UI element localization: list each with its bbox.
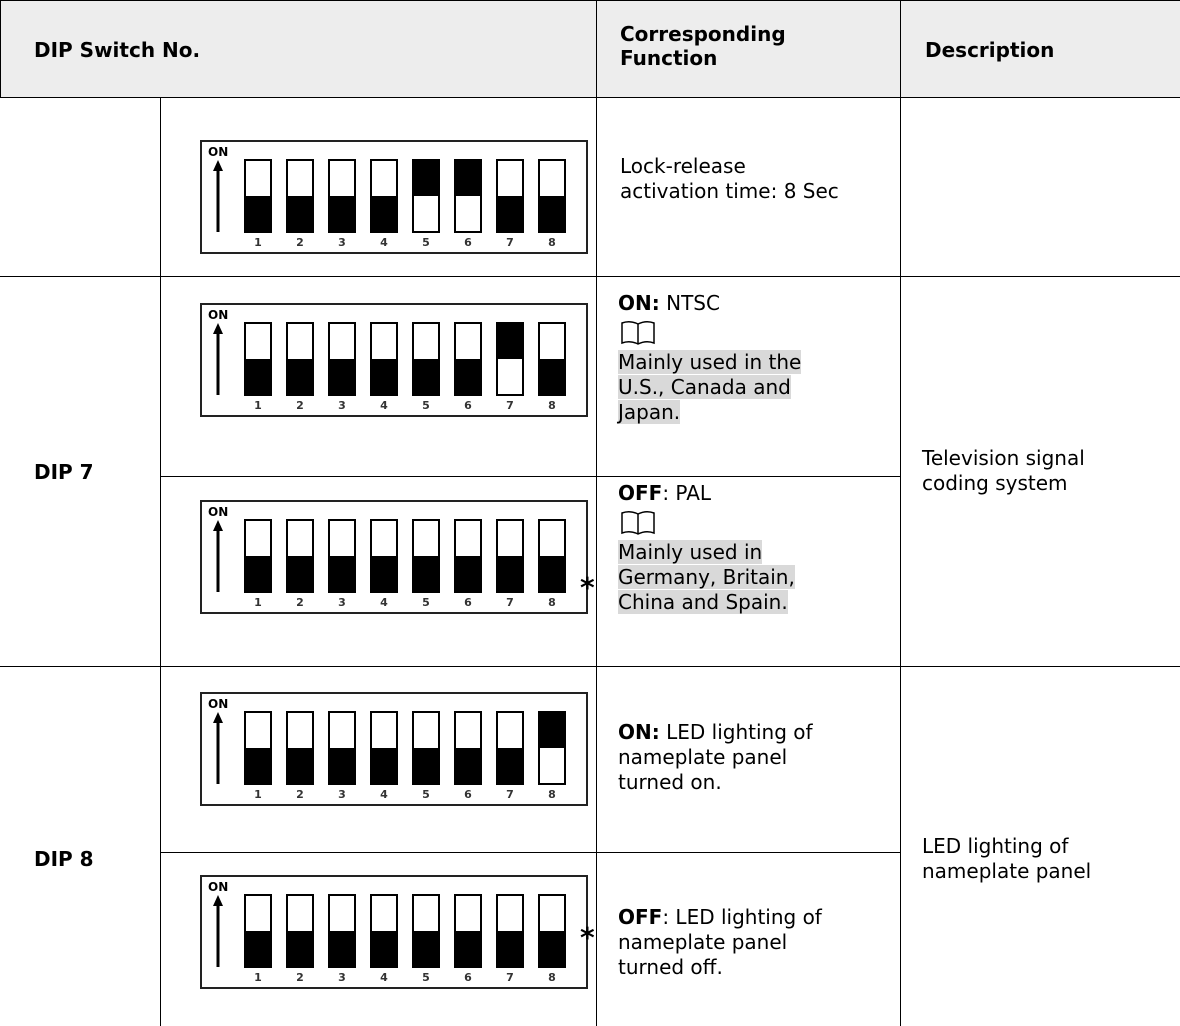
switch-number: 7 — [506, 596, 514, 609]
note-text: Mainly used in the — [618, 350, 802, 374]
on-arrow-icon — [211, 323, 225, 395]
switch-lever — [288, 748, 312, 783]
function-value: : PAL — [662, 481, 712, 505]
header-dip-switch-no: DIP Switch No. — [34, 38, 201, 62]
function-line: Lock-release — [620, 154, 746, 178]
switch-2-off — [286, 894, 314, 968]
state-label-on: ON: — [618, 291, 660, 315]
switch-number: 6 — [464, 971, 472, 984]
switch-number: 3 — [338, 596, 346, 609]
switch-3-off — [328, 711, 356, 785]
function-line: activation time: 8 Sec — [620, 179, 839, 203]
switch-7-off — [496, 519, 524, 593]
header-description: Description — [925, 38, 1055, 62]
switch-lever — [540, 556, 564, 591]
on-label: ON — [208, 505, 229, 519]
switch-lever — [330, 556, 354, 591]
switch-1-off — [244, 711, 272, 785]
switch-lever — [372, 931, 396, 966]
switch-lever — [372, 359, 396, 394]
function-line: turned off. — [618, 955, 723, 979]
default-marker: * — [580, 921, 595, 954]
switch-number: 7 — [506, 971, 514, 984]
on-label: ON — [208, 145, 229, 159]
switch-8-off — [538, 322, 566, 396]
switch-number: 6 — [464, 236, 472, 249]
switch-lever — [498, 324, 522, 359]
switch-number: 1 — [254, 236, 262, 249]
switch-7-off — [496, 894, 524, 968]
dip-switch-diagram — [200, 500, 588, 614]
switch-8-off — [538, 519, 566, 593]
function-lock-release — [620, 154, 839, 204]
switch-number: 8 — [548, 971, 556, 984]
switch-lever — [540, 931, 564, 966]
switch-5-on — [412, 159, 440, 233]
switch-6-on — [454, 159, 482, 233]
switch-number: 4 — [380, 971, 388, 984]
switch-8-off — [538, 159, 566, 233]
switch-lever — [540, 196, 564, 231]
switch-5-off — [412, 322, 440, 396]
switch-number: 7 — [506, 399, 514, 412]
switch-number: 2 — [296, 788, 304, 801]
switch-lever — [246, 359, 270, 394]
dip8-label: DIP 8 — [34, 847, 94, 871]
function-line: turned on. — [618, 770, 722, 794]
on-arrow-icon — [211, 895, 225, 967]
switch-1-off — [244, 894, 272, 968]
function-value: LED lighting of — [659, 720, 813, 744]
switch-lever — [414, 556, 438, 591]
switch-4-off — [370, 159, 398, 233]
switch-5-off — [412, 519, 440, 593]
switch-lever — [540, 713, 564, 748]
switch-lever — [456, 359, 480, 394]
switch-1-off — [244, 322, 272, 396]
switch-lever — [414, 161, 438, 196]
switch-6-off — [454, 519, 482, 593]
switch-number: 5 — [422, 399, 430, 412]
switch-number: 8 — [548, 596, 556, 609]
switch-5-off — [412, 711, 440, 785]
description-line: nameplate panel — [922, 859, 1092, 883]
switch-8-on — [538, 711, 566, 785]
switch-1-off — [244, 519, 272, 593]
switch-7-off — [496, 711, 524, 785]
switch-4-off — [370, 322, 398, 396]
switch-number: 2 — [296, 971, 304, 984]
switch-3-off — [328, 322, 356, 396]
dip7-label: DIP 7 — [34, 460, 94, 484]
switch-number: 7 — [506, 236, 514, 249]
column-divider — [160, 97, 161, 1026]
row-divider — [160, 852, 900, 853]
switch-lever — [498, 931, 522, 966]
on-label: ON — [208, 308, 229, 322]
row-divider — [0, 276, 1180, 277]
description-line: LED lighting of — [922, 834, 1069, 858]
description-dip8 — [922, 834, 1091, 884]
switch-number: 3 — [338, 971, 346, 984]
switch-2-off — [286, 711, 314, 785]
header-function-line: Function — [620, 46, 718, 70]
switch-number: 8 — [548, 399, 556, 412]
switch-number: 8 — [548, 788, 556, 801]
switch-number: 7 — [506, 788, 514, 801]
on-arrow-icon — [211, 160, 225, 232]
switch-6-off — [454, 711, 482, 785]
state-label-on: ON: — [618, 720, 660, 744]
header-corresponding-function — [620, 22, 786, 70]
column-divider — [900, 0, 901, 1026]
switch-number: 4 — [380, 399, 388, 412]
function-line: nameplate panel — [618, 930, 788, 954]
switch-4-off — [370, 711, 398, 785]
switch-1-off — [244, 159, 272, 233]
function-dip7-off — [618, 481, 795, 615]
switch-lever — [540, 359, 564, 394]
dip-switch-diagram — [200, 303, 588, 417]
switch-lever — [246, 748, 270, 783]
switch-number: 3 — [338, 236, 346, 249]
table-border — [0, 0, 1, 97]
function-dip7-on — [618, 291, 801, 425]
function-line: nameplate panel — [618, 745, 788, 769]
switch-lever — [288, 931, 312, 966]
switch-7-off — [496, 159, 524, 233]
switch-3-off — [328, 519, 356, 593]
switch-lever — [246, 931, 270, 966]
switch-lever — [456, 161, 480, 196]
note-text: U.S., Canada and — [618, 375, 791, 399]
switch-number: 6 — [464, 596, 472, 609]
switch-3-off — [328, 159, 356, 233]
switch-number: 5 — [422, 788, 430, 801]
on-label: ON — [208, 697, 229, 711]
note-book-icon — [620, 509, 656, 537]
switch-5-off — [412, 894, 440, 968]
switch-lever — [372, 748, 396, 783]
column-divider — [596, 0, 597, 1026]
state-label-off: OFF — [618, 905, 663, 929]
switch-number: 4 — [380, 788, 388, 801]
switch-number: 2 — [296, 236, 304, 249]
description-line: coding system — [922, 471, 1068, 495]
switch-lever — [414, 748, 438, 783]
switch-8-off — [538, 894, 566, 968]
description-line: Television signal — [922, 446, 1085, 470]
switch-lever — [288, 196, 312, 231]
switch-lever — [246, 196, 270, 231]
switch-2-off — [286, 519, 314, 593]
switch-lever — [330, 196, 354, 231]
note-text: Mainly used in — [618, 540, 763, 564]
switch-4-off — [370, 894, 398, 968]
switch-lever — [456, 931, 480, 966]
switch-number: 1 — [254, 971, 262, 984]
switch-number: 5 — [422, 971, 430, 984]
switch-6-off — [454, 322, 482, 396]
switch-number: 2 — [296, 596, 304, 609]
function-dip8-off — [618, 905, 822, 980]
switch-lever — [372, 556, 396, 591]
row-divider — [160, 476, 900, 477]
switch-lever — [498, 196, 522, 231]
row-divider — [0, 666, 1180, 667]
description-dip7 — [922, 446, 1085, 496]
switch-number: 8 — [548, 236, 556, 249]
switch-lever — [330, 748, 354, 783]
row-divider — [0, 97, 1180, 98]
switch-lever — [288, 359, 312, 394]
switch-lever — [288, 556, 312, 591]
dip-switch-diagram — [200, 875, 588, 989]
on-label: ON — [208, 880, 229, 894]
note-book-icon — [620, 319, 656, 347]
note-text: Japan. — [618, 400, 681, 424]
switch-lever — [246, 556, 270, 591]
switch-number: 3 — [338, 399, 346, 412]
function-value: : LED lighting of — [662, 905, 822, 929]
switch-7-on — [496, 322, 524, 396]
switch-number: 6 — [464, 399, 472, 412]
function-dip8-on — [618, 720, 813, 795]
switch-number: 1 — [254, 399, 262, 412]
dip-switch-diagram — [200, 692, 588, 806]
state-label-off: OFF — [618, 481, 663, 505]
function-value: NTSC — [659, 291, 720, 315]
switch-lever — [498, 748, 522, 783]
switch-6-off — [454, 894, 482, 968]
switch-lever — [498, 556, 522, 591]
table-border — [0, 0, 1180, 1]
switch-number: 2 — [296, 399, 304, 412]
switch-lever — [330, 931, 354, 966]
note-text: China and Spain. — [618, 590, 788, 614]
switch-number: 3 — [338, 788, 346, 801]
switch-number: 5 — [422, 596, 430, 609]
switch-4-off — [370, 519, 398, 593]
dip-switch-diagram — [200, 140, 588, 254]
switch-number: 4 — [380, 596, 388, 609]
note-text: Germany, Britain, — [618, 565, 795, 589]
switch-number: 5 — [422, 236, 430, 249]
switch-number: 6 — [464, 788, 472, 801]
switch-2-off — [286, 322, 314, 396]
switch-lever — [330, 359, 354, 394]
switch-number: 1 — [254, 788, 262, 801]
switch-lever — [456, 556, 480, 591]
header-function-line: Corresponding — [620, 22, 786, 46]
switch-2-off — [286, 159, 314, 233]
switch-lever — [456, 748, 480, 783]
switch-lever — [372, 196, 396, 231]
switch-number: 4 — [380, 236, 388, 249]
switch-number: 1 — [254, 596, 262, 609]
switch-lever — [414, 359, 438, 394]
on-arrow-icon — [211, 712, 225, 784]
switch-3-off — [328, 894, 356, 968]
switch-lever — [414, 931, 438, 966]
default-marker: * — [580, 571, 595, 604]
on-arrow-icon — [211, 520, 225, 592]
